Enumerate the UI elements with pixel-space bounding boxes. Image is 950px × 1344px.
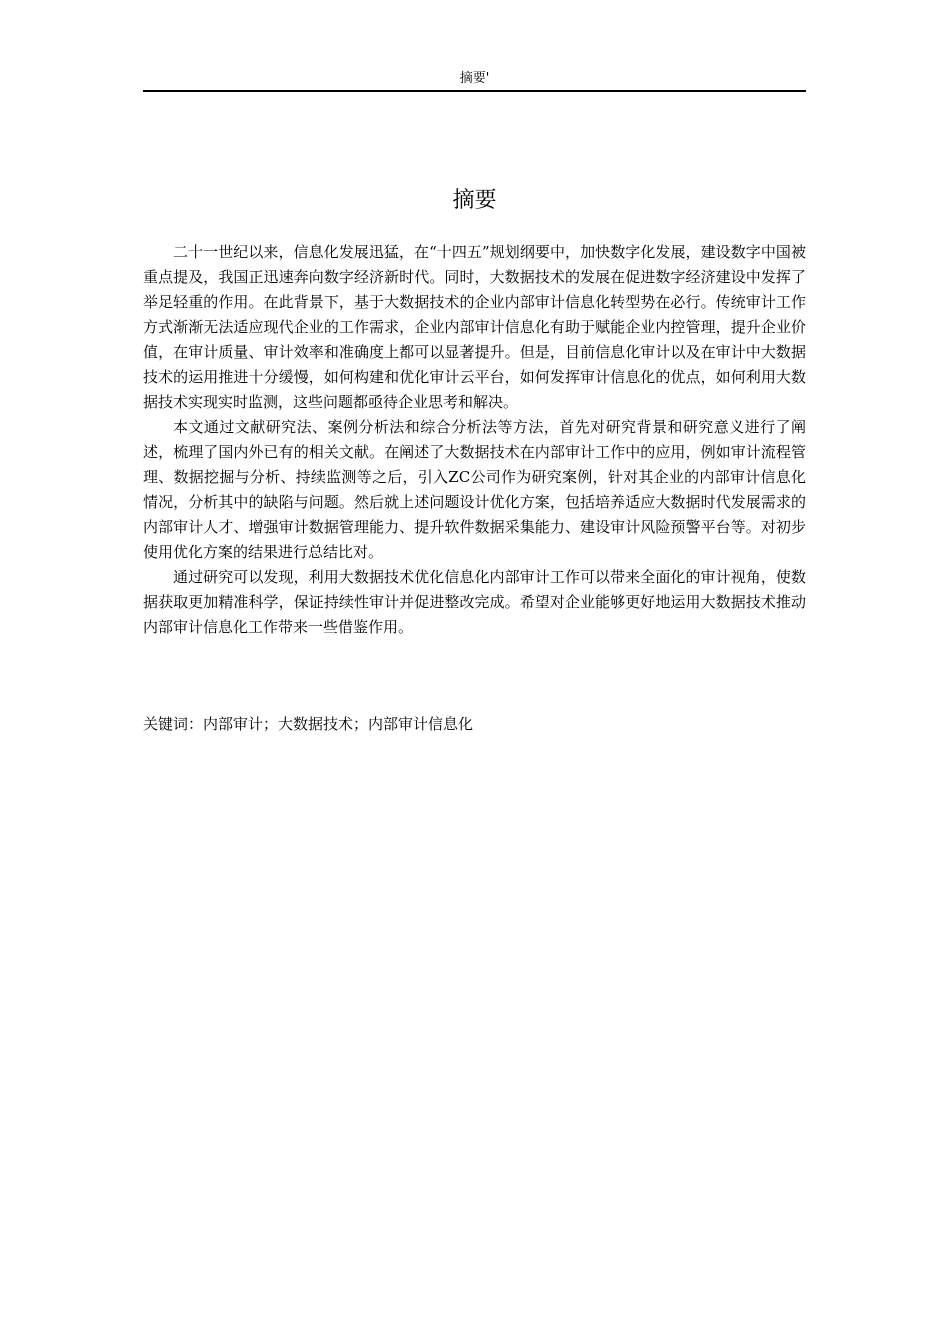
abstract-paragraph-2: 本文通过文献研究法、案例分析法和综合分析法等方法，首先对研究背景和研究意义进行了阐述，梳理了国内外已有的相关文献。在阐述了大数据技术在内部审计工作中的应用，例如审计流程管理、数据挖掘与分析、持续监测等之后，引入ZC公司作为研究案例，针对其企业的内部审计信息化情况，分析其中的缺陷与问题。然后就上述问题设计优化方案，包括培养适应大数据时代发展需求的内部审计人才、增强审计数据管理能力、提升软件数据采集能力、建设审计风险预警平台等。对初步使用优化方案的结果进行总结比对。 (143, 418, 806, 561)
running-header: 摘要' (143, 70, 806, 92)
abstract-paragraph-3: 通过研究可以发现，利用大数据技术优化信息化内部审计工作可以带来全面化的审计视角，使数据获取更加精准科学，保证持续性审计并促进整改完成。希望对企业能够更好地运用大数据技术推动内部审计信息化工作带来一些借鉴作用。 (143, 568, 806, 636)
abstract-paragraph-1: 二十一世纪以来，信息化发展迅猛，在“十四五”规划纲要中，加快数字化发展，建设数字中国被重点提及，我国正迅速奔向数字经济新时代。同时，大数据技术的发展在促进数字经济建设中发挥了举足轻重的作用。在此背景下，基于大数据技术的企业内部审计信息化转型势在必行。传统审计工作方式渐渐无法适应现代企业的工作需求，企业内部审计信息化有助于赋能企业内控管理，提升企业价值，在审计质量、审计效率和准确度上都可以显著提升。但是，目前信息化审计以及在审计中大数据技术的运用推进十分缓慢，如何构建和优化审计云平台，如何发挥审计信息化的优点，如何利用大数据技术实现实时监测，这些问题都亟待企业思考和解决。 (143, 243, 806, 411)
abstract-body (143, 240, 806, 640)
page-title: 摘要 (452, 188, 497, 213)
keywords-line: 关键词：内部审计；大数据技术；内部审计信息化 (143, 715, 474, 733)
